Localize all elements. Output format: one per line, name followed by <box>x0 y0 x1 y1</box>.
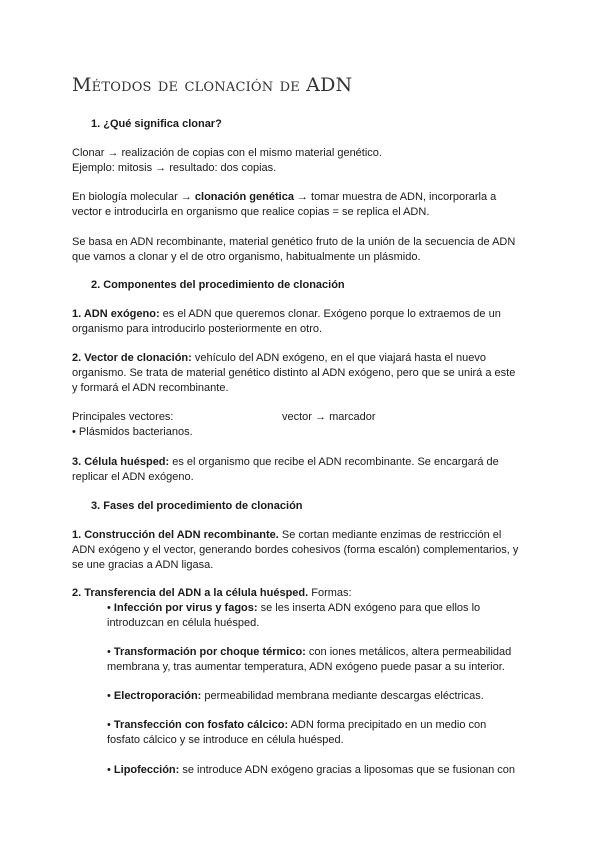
bullet-item <box>107 718 486 733</box>
bullet-line-2: membrana y, tras aumentar temperatura, ADN exógeno puede pasar a su interior. <box>107 661 505 673</box>
s2-item-2-line-1 <box>72 351 486 366</box>
s1-line-2: Ejemplo: mitosis → resultado: dos copias. <box>72 162 277 174</box>
s3-phase-1-text: Se cortan mediante enzimas de restricción el <box>278 529 502 541</box>
bullet-text: se introduce ADN exógeno gracias a liposomas que se fusionan con <box>179 764 516 776</box>
bullet-dot: • <box>107 602 114 614</box>
s2-item-2-line-3: y formará el ADN recombinante. <box>72 382 229 394</box>
s2-item-1-line-1 <box>72 307 501 322</box>
s3-phase-1-line-3: se une gracias a ADN ligasa. <box>72 559 214 571</box>
s2-item-2-text: vehículo del ADN exógeno, en el que viajará hasta el nuevo <box>191 352 486 364</box>
vector-marker-note: vector → marcador <box>282 411 376 423</box>
section-1-heading: 1. ¿Qué significa clonar? <box>91 118 222 130</box>
bullet-text: ADN forma precipitado en un medio con <box>288 719 487 731</box>
bullet-text: con iones metálicos, altera permeabilidad <box>305 646 512 658</box>
vectors-label: Principales vectores: <box>72 411 174 423</box>
s1-p2-text-rest: → tomar muestra de ADN, incorporarla a <box>293 191 497 203</box>
bullet-dot: • <box>107 646 114 658</box>
s1-paragraph-3-line-1: Se basa en ADN recombinante, material genético fruto de la unión de la secuencia de ADN <box>72 236 516 248</box>
s2-item-2-label: 2. Vector de clonación: <box>72 352 192 364</box>
bullet-text: permeabilidad membrana mediante descargas eléctricas. <box>201 690 484 702</box>
bullet-label: Transformación por choque térmico: <box>113 646 306 658</box>
bullet-dot: • <box>107 764 114 776</box>
s2-item-3-text: es el organismo que recibe el ADN recombinante. Se encargará de <box>169 456 499 468</box>
bullet-item <box>107 689 484 704</box>
s3-phase-2-label: 2. Transferencia del ADN a la célula huésped. <box>72 587 309 599</box>
bullet-item <box>107 645 511 660</box>
s2-item-3-label: 3. Célula huésped: <box>72 456 170 468</box>
bullet-line-2: introduzcan en célula huésped. <box>107 617 260 629</box>
s1-p2-text: En biología molecular → <box>72 191 195 203</box>
bullet-label: Transfección con fosfato cálcico: <box>113 719 289 731</box>
s1-line-1: Clonar → realización de copias con el mismo material genético. <box>72 147 382 159</box>
s2-item-1-text: es el ADN que queremos clonar. Exógeno porque lo extraemos de un <box>159 308 501 320</box>
s1-paragraph-2-line-1 <box>72 190 496 205</box>
s2-item-2-line-2: organismo. Se trata de material genético distinto al ADN exógeno, pero que se unirá a este <box>72 367 516 379</box>
s2-item-1-line-2: organismo para introducirlo posteriormente en otro. <box>72 323 323 335</box>
bullet-dot: • <box>107 690 114 702</box>
s2-item-3-line-2: replicar el ADN exógeno. <box>72 471 194 483</box>
document-title: Métodos de clonación de ADN <box>72 74 353 96</box>
vector-list-item: • Plásmidos bacterianos. <box>72 426 193 438</box>
s1-paragraph-2-line-2: vector e introducirla en organismo que realice copias = se replica el ADN. <box>72 206 430 218</box>
bullet-line-2: fosfato cálcico y se introduce en célula huésped. <box>107 734 344 746</box>
s3-phase-2-text: Formas: <box>308 587 352 599</box>
bullet-label: Electroporación: <box>113 690 202 702</box>
bullet-label: Lipofección: <box>113 764 180 776</box>
bullet-dot: • <box>107 719 114 731</box>
section-2-heading: 2. Componentes del procedimiento de clonación <box>91 279 345 291</box>
s2-item-3-line-1 <box>72 455 499 470</box>
s1-p2-bold-term: clonación genética <box>194 191 294 203</box>
s3-phase-1-label: 1. Construcción del ADN recombinante. <box>72 529 279 541</box>
bullet-label: Infección por virus y fagos: <box>113 602 258 614</box>
section-3-heading: 3. Fases del procedimiento de clonación <box>91 500 303 512</box>
s2-item-1-label: 1. ADN exógeno: <box>72 308 160 320</box>
bullet-item <box>107 763 515 778</box>
s3-phase-2-line-1 <box>72 586 352 601</box>
bullet-item <box>107 601 480 616</box>
s3-phase-1-line-2: ADN exógeno y el vector, generando bordes cohesivos (forma escalón) complementarios, y <box>72 544 519 556</box>
bullet-text: se les inserta ADN exógeno para que ellos lo <box>257 602 481 614</box>
s1-paragraph-3-line-2: que vamos a clonar y el de otro organismo, habitualmente un plásmido. <box>72 251 421 263</box>
s3-phase-1-line-1 <box>72 528 501 543</box>
